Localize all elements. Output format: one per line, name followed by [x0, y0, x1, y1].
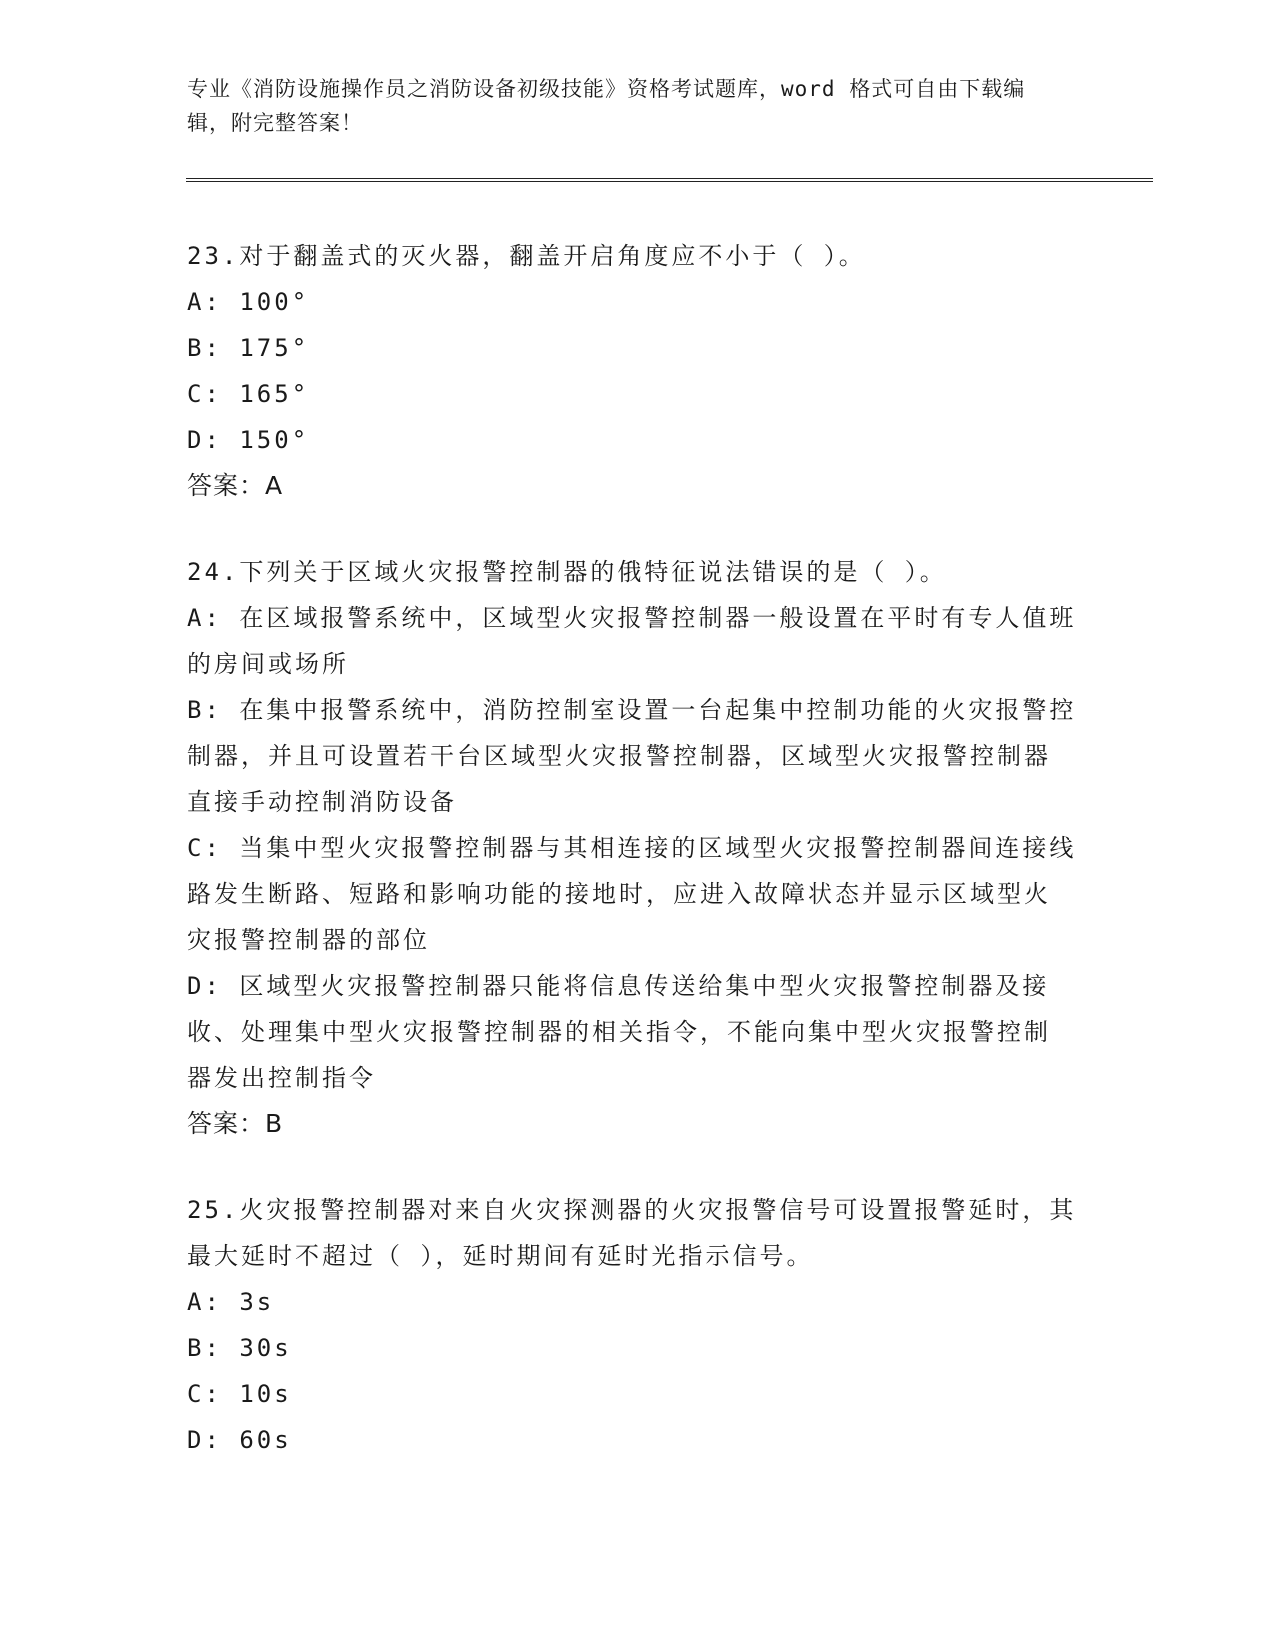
option-d: D: 150° [187, 426, 310, 454]
question-list [187, 233, 1077, 1503]
option-a: A: 3s [187, 1288, 275, 1316]
option-a: A: 在区域报警系统中，区域型火灾报警控制器一般设置在平时有专人值班的房间或场所 [187, 604, 1077, 678]
option-c: C: 10s [187, 1380, 292, 1408]
question-stem: 25.火灾报警控制器对来自火灾探测器的火灾报警信号可设置报警延时，其最大延时不超过（ ），延时期间有延时光指示信号。 [187, 1196, 1077, 1270]
option-b: B: 30s [187, 1334, 292, 1362]
question-stem: 24.下列关于区域火灾报警控制器的俄特征说法错误的是（ ）。 [187, 558, 947, 586]
header-divider [186, 178, 1153, 182]
question-23 [187, 233, 1077, 509]
answer: 答案：B [187, 1109, 284, 1138]
question-stem: 23.对于翻盖式的灭火器，翻盖开启角度应不小于（ ）。 [187, 242, 866, 270]
option-c: C: 165° [187, 380, 310, 408]
option-d: D: 60s [187, 1426, 292, 1454]
question-25 [187, 1187, 1077, 1463]
answer: 答案：A [187, 471, 284, 500]
option-a: A: 100° [187, 288, 310, 316]
page-header: 专业《消防设施操作员之消防设备初级技能》资格考试题库，word 格式可自由下载编辑，附完整答案！ [187, 77, 1026, 135]
option-b: B: 在集中报警系统中，消防控制室设置一台起集中控制功能的火灾报警控制器，并且可设置若干台区域型火灾报警控制器，区域型火灾报警控制器直接手动控制消防设备 [187, 696, 1077, 816]
option-b: B: 175° [187, 334, 310, 362]
question-24 [187, 549, 1077, 1147]
option-d: D: 区域型火灾报警控制器只能将信息传送给集中型火灾报警控制器及接收、处理集中型火灾报警控制器的相关指令，不能向集中型火灾报警控制器发出控制指令 [187, 972, 1051, 1092]
option-c: C: 当集中型火灾报警控制器与其相连接的区域型火灾报警控制器间连接线路发生断路、短路和影响功能的接地时，应进入故障状态并显示区域型火灾报警控制器的部位 [187, 834, 1077, 954]
